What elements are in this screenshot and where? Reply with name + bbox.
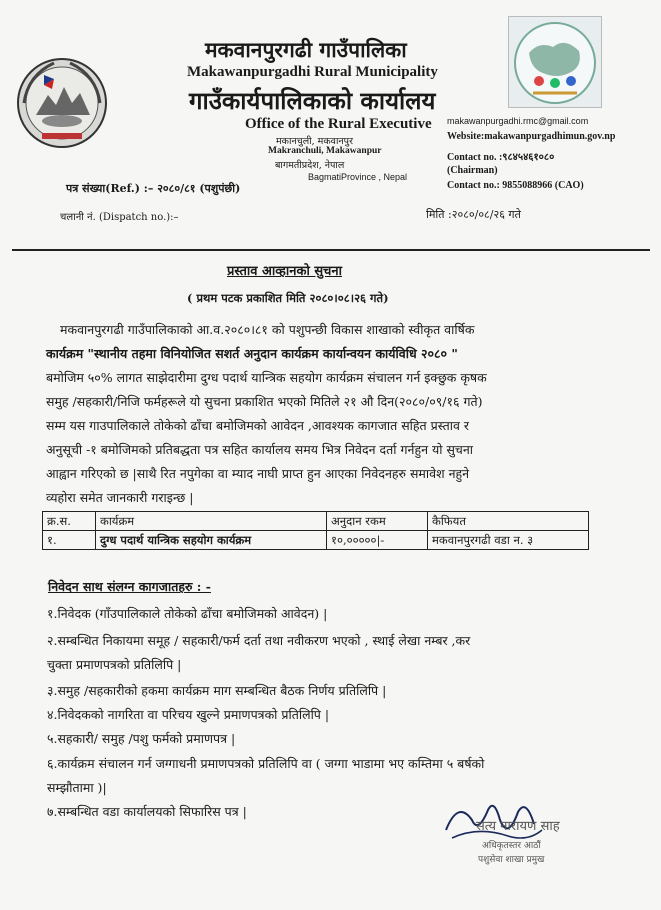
paragraph-line: व्यहोरा समेत जानकारी गराइन्छ |	[46, 490, 194, 505]
paragraph-line: आह्वान गरिएको छ |साथै रित नपुगेका वा म्याद नाघी प्राप्त हुन आएका निवेदनहरु समावेश नहुने	[46, 466, 470, 481]
table-cell: १.	[43, 531, 96, 550]
document-item: १.निवेदक (गाँउपालिकाले तोकेको ढाँचा बमोजिमको आवेदन) |	[47, 606, 328, 621]
province-np: बागमतीप्रदेश, नेपाल	[275, 160, 345, 171]
table-header-cell: कार्यक्रम	[96, 512, 327, 531]
dispatch-number: चलानी नं. (Dispatch no.):–	[60, 212, 179, 223]
table-cell: दुग्ध पदार्थ यान्त्रिक सहयोग कार्यक्रम	[96, 531, 327, 550]
province-en: BagmatiProvince , Nepal	[308, 172, 408, 182]
contact-cao: Contact no.: 9855088966 (CAO)	[447, 180, 584, 191]
chairman-label: (Chairman)	[447, 165, 498, 176]
paragraph-line: कार्यक्रम "स्थानीय तहमा विनियोजित सशर्त अनुदान कार्यक्रम कार्यान्वयन कार्यविधि २०८० "	[46, 346, 458, 361]
table-header-cell: अनुदान रकम	[327, 512, 428, 531]
document-item: चुक्ता प्रमाणपत्रको प्रतिलिपि |	[47, 657, 182, 672]
stamp-department: पशुसेवा शाखा प्रमुख	[478, 855, 545, 865]
paragraph-line: सम्म यस गाउपालिकाले तोकेको ढाँचा बमोजिमको आवेदन ,आवश्यक कागजात सहित प्रस्ताव र	[46, 418, 470, 433]
official-stamp	[448, 806, 590, 866]
municipality-name-en: Makawanpurgadhi Rural Municipality	[187, 64, 438, 80]
table-header-cell: कैफियत	[428, 512, 589, 531]
nepal-emblem-icon	[14, 55, 110, 151]
table-cell: मकवानपुरगढी वडा न. ३	[428, 531, 589, 550]
document-item: ५.सहकारी/ समुह /पशु फर्मको प्रमाणपत्र |	[47, 731, 236, 746]
document-item: ३.समुह /सहकारीको हकमा कार्यक्रम माग सम्बन्धित बैठक निर्णय प्रतिलिपि |	[47, 683, 387, 698]
table-row	[43, 531, 589, 550]
paragraph-line: बमोजिम ५०% लागत साझेदारीमा दुग्ध पदार्थ यान्त्रिक सहयोग कार्यक्रम संचालन गर्न इक्छुक कृषक	[46, 370, 487, 385]
document-item: ४.निवेदकको नागरिता वा परिचय खुल्ने प्रमाणपत्रको प्रतिलिपि |	[47, 707, 330, 722]
paragraph-line: मकवानपुरगढी गाउँपालिकाको आ.व.२०८०।८१ को पशुपन्छी विकास शाखाको स्वीकृत वार्षिक	[60, 322, 475, 337]
grant-table	[42, 511, 589, 550]
notice-title: प्रस्ताव आव्हानको सुचना	[227, 264, 343, 279]
table-header-cell: क्र.स.	[43, 512, 96, 531]
header-divider	[12, 249, 650, 251]
municipality-logo	[508, 16, 602, 108]
paragraph-line: समुह /सहकारी/निजि फर्महरूले यो सुचना प्रकाशित भएको मितिले २१ औ दिन(२०८०/०९/१६ गते)	[46, 394, 483, 409]
document-item: ६.कार्यक्रम संचालन गर्न जग्गाधनी प्रमाणपत्रको प्रतिलिपि वा ( जग्गा भाडामा भए कम्तिमा ५ बर्षको	[47, 756, 485, 771]
document-item: सम्झौतामा )|	[47, 780, 107, 795]
contact-chairman: Contact no. :९८४५४६१०८०	[447, 152, 555, 163]
website-text: Website:makawanpurgadhimun.gov.np	[447, 131, 616, 142]
table-header-row	[43, 512, 589, 531]
notice-subtitle: ( प्रथम पटक प्रकाशित मिति २०८०।०८।२६ गते)	[187, 291, 389, 305]
paragraph-line: अनुसूची -१ बमोजिमको प्रतिबद्धता पत्र सहित कार्यालय समय भित्र निवेदन दर्ता गर्नहुन यो सुचना	[46, 442, 474, 457]
address-np: मकानचुली, मकवानपुर	[276, 136, 353, 147]
address-en: Makranchuli, Makawanpur	[268, 146, 382, 156]
table-cell: १०,०००००|-	[327, 531, 428, 550]
date-text: मिति :२०८०/०८/२६ गते	[426, 208, 521, 221]
municipality-name-np: मकवानपुरगढी गाउँपालिका	[205, 37, 407, 62]
email-text: makawanpurgadhi.rmc@gmail.com	[447, 116, 589, 126]
office-name-np: गाउँकार्यपालिकाको कार्यालय	[189, 86, 436, 115]
document-item: ७.सम्बन्धित वडा कार्यालयको सिफारिस पत्र |	[47, 804, 247, 819]
globe-logo-icon	[509, 17, 601, 107]
document-item: २.सम्बन्धित निकायमा समूह / सहकारी/फर्म दर्ता तथा नवीकरण भएको , स्थाई लेखा नम्बर ,कर	[47, 633, 471, 648]
stamp-name: सत्य नारायण साह	[476, 819, 560, 834]
stamp-designation: अधिकृतस्तर आठौं	[482, 841, 541, 851]
ref-number: पत्र संख्या(Ref.) :– २०८०/८१ (पशुपंछी)	[66, 182, 241, 195]
office-name-en: Office of the Rural Executive	[245, 116, 432, 132]
documents-heading: निवेदन साथ संलग्न कागजातहरु : -	[48, 579, 211, 594]
